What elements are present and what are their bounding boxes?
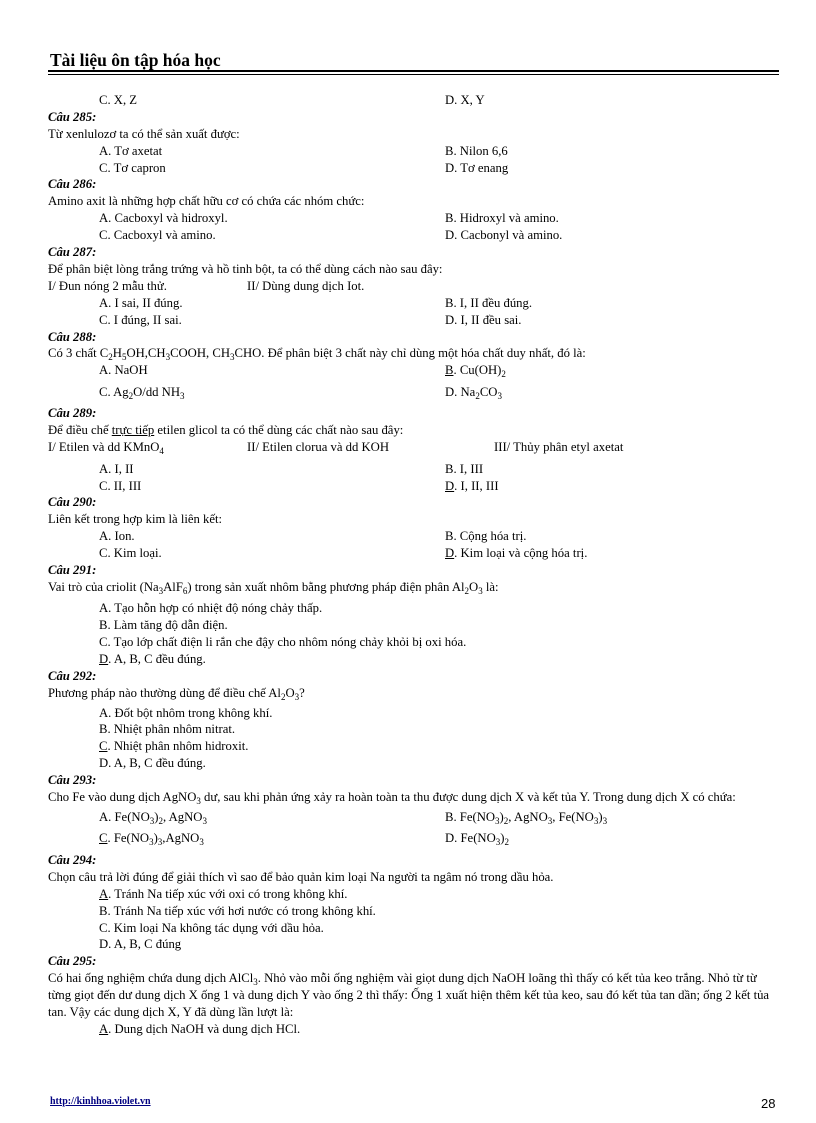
option-a: A. Tơ axetat <box>99 143 163 158</box>
answer-row <box>48 143 779 160</box>
answer-row <box>48 210 779 227</box>
header-rule <box>48 70 779 72</box>
question-294-label: Câu 294: <box>48 852 97 867</box>
answer-row <box>48 227 779 244</box>
question-293-text: Cho Fe vào dung dịch AgNO$_3$ dư, sau khi phản ứng xảy ra hoàn toàn ta thu được dung dịch X và kết tủa Y. Trong dung dịch X có chứa: <box>48 790 736 807</box>
question-287-text: Để phân biệt lòng trắng trứng và hồ tinh bột, ta có thể dùng cách nào sau đây: <box>48 261 443 276</box>
option-b: B. Tránh Na tiếp xúc với hơi nước có trong không khí. <box>99 903 376 918</box>
option-b: B. I, III <box>445 461 484 476</box>
option-d: D. $Fe(NO_3)_2$ <box>445 831 509 848</box>
answer-row <box>48 160 779 177</box>
statement-row <box>48 278 779 295</box>
statement-3: III/ Thủy phân etyl axetat <box>494 440 624 455</box>
question-294-text: Chọn câu trả lời đúng để giải thích vì sao để bảo quản kim loại Na người ta ngâm nó trong dầu hỏa. <box>48 869 554 884</box>
answer-row <box>48 384 779 406</box>
option-b: B. Cộng hóa trị. <box>445 529 527 544</box>
option-c: C. $Ag_2O/dd$ $NH_3$ <box>99 384 185 401</box>
option-a: A. NaOH <box>99 363 148 378</box>
option-a: A. Ion. <box>99 529 135 544</box>
answer-row <box>48 830 779 852</box>
option-c: C. Kim loại. <box>99 546 162 561</box>
option-a: A. Cacboxyl và hidroxyl. <box>99 211 228 226</box>
option-d: D. Kim loại và cộng hóa trị. <box>445 546 588 561</box>
question-286-text: Amino axit là những hợp chất hữu cơ có chứa các nhóm chức: <box>48 194 365 209</box>
option-c: C. I đúng, II sai. <box>99 312 182 327</box>
document-body <box>48 92 779 1038</box>
option-a: A. I, II <box>99 461 134 476</box>
option-d: D. A, B, C đều đúng. <box>99 756 206 771</box>
option-d: D. A, B, C đều đúng. <box>99 651 206 666</box>
statement-1: I/ Etilen và dd KMnO$_4$ <box>48 440 164 457</box>
option-c: C. II, III <box>99 478 142 493</box>
header-rule-thin <box>48 74 779 75</box>
option-a: A. Tránh Na tiếp xúc với oxi có trong không khí. <box>99 886 348 901</box>
option-d: D. $Na_2CO_3$ <box>445 384 502 401</box>
option-b: B. Làm tăng độ dẫn điện. <box>99 617 228 632</box>
question-291-text: Vai trò của criolit $(Na_3AlF_6)$ trong sản xuất nhôm bằng phương pháp điện phân $Al_2O_3$ là: <box>48 579 499 596</box>
option-d: D. I, II, III <box>445 478 499 493</box>
question-292-label: Câu 292: <box>48 668 97 683</box>
statement-2: II/ Dùng dung dịch Iot. <box>247 278 365 293</box>
question-288-label: Câu 288: <box>48 329 97 344</box>
option-a: A. Tạo hỗn hợp có nhiệt độ nóng chảy thấp. <box>99 600 323 615</box>
statement-1: I/ Đun nóng 2 mẫu thử. <box>48 278 167 293</box>
question-285-text: Từ xenlulozơ ta có thể sản xuất được: <box>48 126 240 141</box>
option-b: B. $Fe(NO_3)_2$, AgNO$_3$, $Fe(NO_3)_3$ <box>445 809 608 826</box>
question-286-label: Câu 286: <box>48 177 97 192</box>
option-b: B. Nilon 6,6 <box>445 143 508 158</box>
answer-row <box>48 478 779 495</box>
answer-row <box>48 312 779 329</box>
option-c: C. Cacboxyl và amino. <box>99 228 216 243</box>
answer-row <box>48 528 779 545</box>
option-a: A. Dung dịch NaOH và dung dịch HCl. <box>99 1022 301 1036</box>
question-295-text: Có hai ống nghiệm chứa dung dịch AlCl$_3$. Nhỏ vào mỗi ống nghiệm vài giọt dung dịch NaOH loãng thì thấy có kết tủa keo trắng. Nhỏ từ từ từng giọt đến dư dung dịch X ống 1 và dung dịch Y vào ống 2 thì thấy: Ống 1 xuất hiện thêm kết tủa keo, sau đó kết tủa tan dần; ống 2 kết tủa tan. Vậy các dung dịch X, Y đã dùng lần lượt là: <box>48 971 770 1020</box>
page-title: Tài liệu ôn tập hóa học <box>50 50 221 70</box>
option-b: B. I, II đều đúng. <box>445 295 533 310</box>
option-b: B. $Cu(OH)_2$ <box>445 363 506 380</box>
option-c: C. Kim loại Na không tác dụng với dầu hỏa. <box>99 920 324 935</box>
footer-link[interactable]: http://kinhhoa.violet.vn <box>50 1096 151 1107</box>
option-a: A. $Fe(NO_3)_2$, AgNO$_3$ <box>99 809 207 826</box>
answer-row <box>48 545 779 562</box>
option-d: D. A, B, C đúng <box>99 937 182 952</box>
statement-2: II/ Etilen clorua và dd KOH <box>247 440 389 455</box>
question-295-label: Câu 295: <box>48 954 97 969</box>
option-d: D. I, II đều sai. <box>445 312 522 327</box>
answer-row <box>48 461 779 478</box>
option-c: C. Tơ capron <box>99 160 166 175</box>
page-number: 28 <box>761 1096 776 1111</box>
answer-row <box>48 92 779 109</box>
option-d: D. X, Y <box>445 93 485 107</box>
answer-row <box>48 295 779 312</box>
option-d: D. Cacbonyl và amino. <box>445 228 563 243</box>
option-c: C. $Fe(NO_3)_3,AgNO_3$ <box>99 831 204 848</box>
option-c: C. X, Z <box>99 93 138 107</box>
question-288-text: Có 3 chất $C_2H_5OH,CH_3COOH$, $CH_3CHO$. Để phân biệt 3 chất này chỉ dùng một hóa chất duy nhất, đó là: <box>48 346 586 363</box>
option-a: A. Đốt bột nhôm trong không khí. <box>99 705 273 720</box>
question-291-label: Câu 291: <box>48 563 97 578</box>
question-289-label: Câu 289: <box>48 406 97 421</box>
answer-row <box>48 809 779 831</box>
option-a: A. I sai, II đúng. <box>99 295 183 310</box>
question-290-label: Câu 290: <box>48 495 97 510</box>
option-d: D. Tơ enang <box>445 160 509 175</box>
option-c: C. Nhiệt phân nhôm hidroxit. <box>99 739 249 754</box>
option-c: C. Tạo lớp chất điện li rắn che đậy cho nhôm nóng chảy khỏi bị oxi hóa. <box>99 634 467 649</box>
question-293-label: Câu 293: <box>48 773 97 788</box>
statement-row <box>48 439 779 461</box>
option-b: B. Nhiệt phân nhôm nitrat. <box>99 722 236 737</box>
question-289-text: Để điều chế trực tiếp etilen glicol ta có thể dùng các chất nào sau đây: <box>48 423 404 438</box>
option-b: B. Hidroxyl và amino. <box>445 211 559 226</box>
answer-row <box>48 362 779 384</box>
question-285-label: Câu 285: <box>48 109 97 124</box>
question-292-text: Phương pháp nào thường dùng để điều chế $Al_2O_3$? <box>48 685 305 702</box>
question-287-label: Câu 287: <box>48 245 97 260</box>
question-290-text: Liên kết trong hợp kim là liên kết: <box>48 512 223 527</box>
